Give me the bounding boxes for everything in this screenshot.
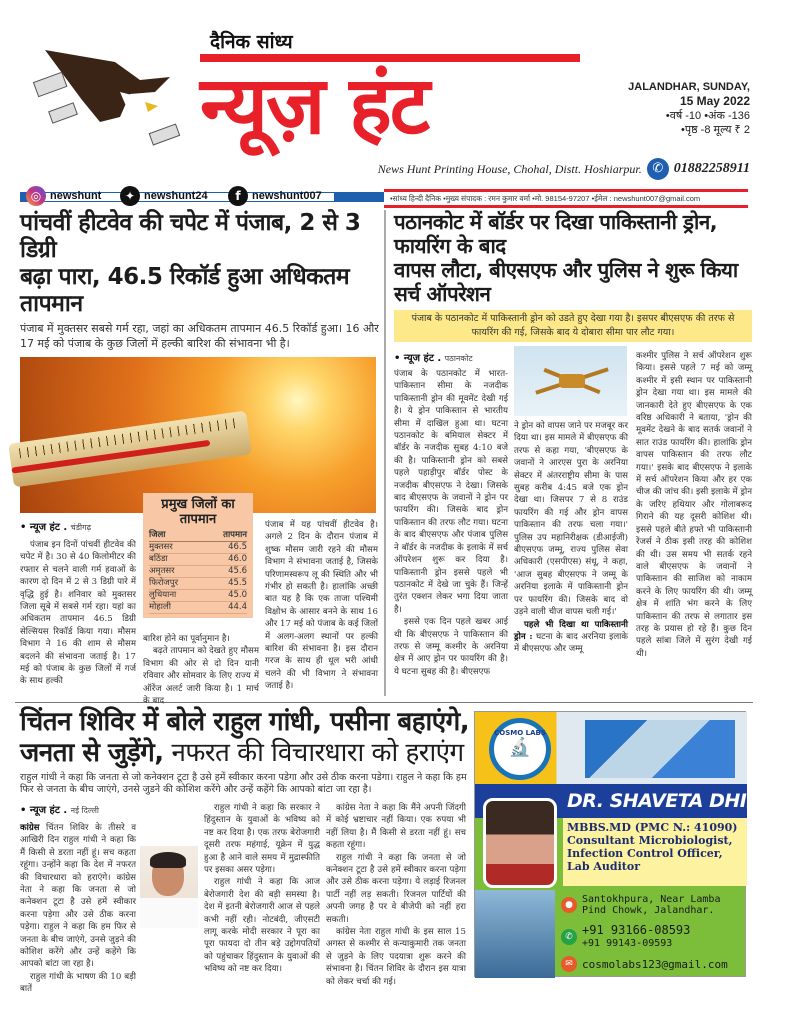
rahul-article bbox=[0, 707, 470, 1002]
section-divider bbox=[15, 702, 753, 703]
volume-issue: •वर्ष -10 •अंक -136 bbox=[665, 110, 750, 122]
table-row bbox=[149, 554, 247, 566]
rahul-gandhi-photo bbox=[140, 846, 198, 928]
editor-tagline: •सांध्य हिन्दी दैनिक •मुख्य संपादक : रमन कुमार वर्मा •मो. 98154-97207 •ईमेल : newshunt007@gmail.com bbox=[384, 189, 748, 208]
paragraph: कांग्रेस नेता ने कहा कि मैंने अपनी जिंदगी में कोई भ्रष्टाचार नहीं किया। एक रुपया भी नहीं लिया है। मैं किसी से डरता नहीं हूं। सच कहता रहूंगा। bbox=[326, 803, 466, 851]
social-bar bbox=[0, 186, 384, 206]
headline-line bbox=[20, 738, 470, 769]
drone-col-2 bbox=[514, 420, 628, 672]
byline-label: • न्यूज हंट . bbox=[20, 805, 68, 816]
drone-headline bbox=[394, 210, 752, 306]
rahul-col-1 bbox=[20, 822, 136, 1002]
district: फिरोजपुर bbox=[149, 578, 203, 590]
byline-place: पठानकोट bbox=[444, 354, 473, 363]
drone-col-3 bbox=[636, 350, 752, 672]
facebook-handle: newshunt007 bbox=[252, 190, 322, 202]
paragraph: घटना के बाद अरनिया इलाके में बीएसएफ और जम्मू bbox=[514, 631, 628, 655]
headline-line: चिंतन शिविर में बोले राहुल गांधी, पसीना बहाएंगे, bbox=[20, 707, 470, 737]
issue-date: 15 May 2022 bbox=[679, 94, 750, 108]
heatwave-image bbox=[20, 357, 376, 513]
qualification: Lab Auditor bbox=[567, 860, 640, 873]
facebook-icon: f bbox=[228, 186, 248, 206]
microscope-icon: 🔬 bbox=[508, 737, 532, 758]
email[interactable]: cosmolabs123@gmail.com bbox=[582, 957, 728, 971]
headline-line: वापस लौटा, बीएसएफ और पुलिस ने शुरू किया सर्च ऑपरेशन bbox=[394, 258, 738, 306]
cosmo-labs-logo bbox=[489, 718, 551, 780]
instagram-icon: ◎ bbox=[26, 186, 46, 206]
email-icon: ✉ bbox=[561, 956, 577, 972]
qualification: MBBS.MD (PMC N.: 41090) bbox=[567, 821, 738, 834]
district: मुक्तसर bbox=[149, 542, 203, 554]
rahul-col-2 bbox=[204, 802, 320, 1002]
masthead bbox=[0, 0, 768, 210]
table-title: प्रमुख जिलों का तापमान bbox=[161, 497, 235, 527]
district: लुधियाना bbox=[149, 590, 203, 602]
edition-info bbox=[620, 80, 750, 137]
paragraph: ने ड्रोन को वापस जाने पर मजबूर कर दिया था। इस मामले में बीएसएफ की तरफ से कहा गया, 'बीएसएफ के जवानों ने आरएस पुरा के अरनिया सेक्टर में अंतरराष्ट्रीय सीमा के पास सुबह करीब 4:45 बजे एक ड्रोन देखा था। जिसपर 7 से 8 राउंड फायरिंग की गई और ड्रोन वापस पाकिस्तान की तरफ चला गया।' पुलिस उप महानिरीक्षक (डीआईजी) बीएसएफ जम्मू, राज्य पुलिस सेवा अधिकारी (एसपीएस) संधू, ने कहा, 'आज सुबह बीएसएफ ने जम्मू के अरनिया इलाके में पाकिस्तानी ड्रोन पर फायरिंग की। जिसके बाद वो उड़ने वाली चीज वापस चली गई।' bbox=[514, 421, 628, 618]
headline-part: नफरत की विचारधारा को हराएंग bbox=[163, 738, 464, 768]
lab-image bbox=[585, 720, 735, 778]
drone-body bbox=[394, 342, 753, 677]
printing-house: News Hunt Printing House, Chohal, Distt. Hoshiarpur. bbox=[377, 161, 642, 176]
city-day: JALANDHAR, SUNDAY, bbox=[628, 81, 750, 93]
district: अमृतसर bbox=[149, 566, 203, 578]
paragraph: पंजाब इन दिनों पांचवीं हीटवेव की चपेट में है। 30 से 40 किलोमीटर की रफ्तार से चलने वाली गर्म हवाओं के कारण दो दिन में 2 से 3 डिग्री पारे में वृद्धि हुई है। शनिवार को मुक्तसर जिला सूबे में सबसे गर्म रहा। यहां का अधिकतम तापमान 46.5 डिग्री सेल्सियस रिकॉर्ड किया गया। मौसम विभाग ने 16 की शाम से मौसम बदलने की संभावना जताई है। 17 मई को पंजाब के कुछ जिलों में गर्ज के साथ हल्की bbox=[20, 540, 136, 687]
heatwave-headline bbox=[20, 210, 380, 318]
drone-article bbox=[384, 210, 768, 696]
heatwave-deck: पंजाब में मुक्तसर सबसे गर्म रहा, जहां का अधिकतम तापमान 46.5 रिकॉर्ड हुआ। 16 और 17 मई को पंजाब के कुछ जिलों में हल्की बारिश की संभावना भी है। bbox=[20, 322, 379, 350]
eagle-logo bbox=[20, 22, 170, 142]
heatwave-byline bbox=[20, 519, 91, 533]
location-pin-icon: ● bbox=[561, 897, 577, 913]
rahul-headline bbox=[20, 707, 470, 769]
paragraph: राहुल गांधी के भाषण की 10 बड़ी बातें bbox=[20, 971, 136, 995]
heatwave-col-3 bbox=[265, 519, 378, 696]
paragraph: बारिश होने का पूर्वानुमान है। bbox=[143, 634, 230, 644]
table-row bbox=[149, 602, 247, 614]
doctor-photo bbox=[483, 798, 557, 888]
rahul-deck: राहुल गांधी ने कहा कि जनता से जो कनेक्शन टूटा है उसे हमें स्वीकार करना पडेगा और उसे ठीक करना पडेगा। राहुल ने कहा कि हम फिर से जनता के बीच जाएंगे, उनसे जुडने की कोशिश करेंगे और उन्हें कहेंगे कि आपको बांटा जा रहा है। bbox=[20, 772, 467, 795]
headline-part: जनता से जुड़ेंगे, bbox=[20, 738, 164, 768]
paper-subtitle: दैनिक सांध्य bbox=[210, 31, 293, 53]
heatwave-col-1 bbox=[20, 539, 136, 696]
microscope-image bbox=[475, 890, 555, 978]
rahul-col-3 bbox=[326, 802, 466, 1002]
paragraph: इससे एक दिन पहले खबर आई थी कि बीएसएफ ने पाकिस्तान की तरफ से जम्मू कश्मीर के अरनिया क्षेत्र में आए ड्रोन पर फायरिंग की है। ये घटना सुबह की है। बीएसएफ bbox=[394, 617, 508, 677]
doctor-name: DR. SHAVETA DHIMAN bbox=[567, 790, 794, 812]
paragraph: राहुल गांधी ने कहा कि सरकार ने हिंदुस्तान के युवाओं के भविष्य को नष्ट कर दिया है। एक तरफ बेरोजगारी दूसरी तरफ महंगाई, यूक्रेन में युद्ध हुआ है आने वाले समय में मुद्रास्फीति पर इसका असर पड़ेगा। bbox=[204, 803, 320, 876]
byline-label: • न्यूज हंट . bbox=[20, 522, 68, 533]
temp: 45.5 bbox=[203, 578, 247, 590]
logo-text: COSMO LABS bbox=[494, 729, 546, 737]
paragraph: बढ़ते तापमान को देखते हुए मौसम विभाग की ओर से दो दिन यानी रविवार और सोमवार के लिए राज्य में ऑरेंज अलर्ट जारी किया है। 1 मार्च के बाद bbox=[143, 646, 259, 707]
rahul-byline bbox=[20, 802, 99, 816]
phone[interactable]: +91 99143-09593 bbox=[582, 938, 673, 949]
drone-image bbox=[514, 346, 627, 416]
headline-line: पांचवीं हीटवेव की चपेट में पंजाब, 2 से 3 डिग्री bbox=[20, 210, 361, 263]
headline-line: बढ़ा पारा, 46.5 रिकॉर्ड हुआ अधिकतम तापमान bbox=[20, 264, 350, 317]
thermometer-graphic bbox=[8, 411, 252, 488]
district: बठिंडा bbox=[149, 554, 203, 566]
table-row bbox=[149, 566, 247, 578]
cosmo-labs-advertisement[interactable] bbox=[474, 711, 794, 977]
temp: 44.4 bbox=[203, 602, 247, 614]
phone[interactable]: +91 93166-08593 bbox=[582, 923, 691, 937]
paragraph: राहुल गांधी ने कहा कि आज बेरोजगारी देश की बड़ी समस्या है। देश में इतनी बेरोजगारी आज से पहले कभी नहीं रही। नोटबंदी, जीएसटी लागू करके मोदी सरकार ने पूरा का पूरा फायदा दो तीन बड़े उद्दोगपतियों को पहुंचाकर हिंदुस्तान के युवाओं की भविष्य को नष्ट कर दिया। bbox=[204, 877, 320, 975]
table-row bbox=[149, 578, 247, 590]
district-temperature-table bbox=[143, 493, 253, 618]
headline-line: पठानकोट में बॉर्डर पर दिखा पाकिस्तानी ड्रोन, फायरिंग के बाद bbox=[394, 210, 717, 258]
heatwave-article bbox=[0, 210, 384, 707]
temp: 46.5 bbox=[203, 542, 247, 554]
lead-word: कांग्रेस bbox=[20, 823, 40, 833]
twitter-icon: ✦ bbox=[120, 186, 140, 206]
temperature-table bbox=[149, 530, 247, 614]
subhead: पहले भी दिखा था पाकिस्तानी ड्रोन : bbox=[514, 619, 628, 642]
pages-price: •पृष्ठ -8 मूल्य ₹ 2 bbox=[681, 124, 750, 136]
byline-label: • न्यूज हंट . bbox=[394, 353, 442, 364]
paragraph: राहुल गांधी ने कहा कि जनता से जो कनेक्शन टूटा है उसे हमें स्वीकार करना पड़ेगा और उसे ठीक करना पड़ेगा। ये लड़ाई रिजनल पार्टी नहीं लड़ सकती। रिजनल पार्टियों की अपनी जगह है पर वे बीजेपी को नहीं हरा सकती। bbox=[326, 852, 466, 925]
address-line: Pind Chowk, Jalandhar. bbox=[582, 905, 715, 916]
byline-place: चंडीगढ़ bbox=[70, 523, 92, 532]
contact-line bbox=[378, 158, 750, 180]
ad-email bbox=[561, 956, 728, 972]
address-line: Santokhpura, Near Lamba bbox=[582, 894, 721, 905]
ad-phones bbox=[561, 924, 690, 950]
paragraph: कश्मीर पुलिस ने सर्च ऑपरेशन शुरू किया। इससे पहले 7 मई को जम्मू कश्मीर में इसी स्थान पर पाकिस्तानी ड्रोन देखा गया था। इस मामले की जानकारी देते हुए बीएसएफ के एक वरिष्ठ अधिकारी ने बताया, 'ड्रोन की मूवमेंट देखने के बाद सतर्क जवानों ने सात राउंड फायरिंग की। हालांकि ड्रोन वापस पाकिस्तान की तरफ लौट गया।' इसके बाद बीएसएफ ने इलाके में सर्च ऑपरेशन किया और हर एक चीज की जांच की। इसी इलाके में ड्रोन के जरिए हथियार और गोलाबरूद गिराने की यह दूसरी कोशिश थी। इससे पहले बीते हफ्ते भी पाकिस्तानी रेंजर्स ने ठीक इसी तरह की कोशिश की थी। उस समय भी सतर्क रहने वाले बीएसएफ के जवानों ने पाकिस्तान की साजिश को नाकाम करने के लिए फायरिंग की थी। जम्मू क्षेत्र में शांति भंग करने के लिए पाकिस्तान की तरफ से लगातार इस तरह के प्रयास हो रहे हैं। कुछ दिन पहले सांबा जिले में सुरंग देखी गई थी। bbox=[636, 351, 753, 659]
phone-number[interactable]: 01882258911 bbox=[673, 161, 750, 176]
rahul-body bbox=[20, 802, 470, 1002]
doctor-qualifications bbox=[563, 818, 747, 886]
district: मोहाली bbox=[149, 602, 203, 614]
drone-deck: पंजाब के पठानकोट में पाकिस्तानी ड्रोन को उडते हुए देखा गया है। इसपर बीएसएफ की तरफ से फायरिंग की गई, जिसके बाद ये दोबारा सीमा पार लौट गया। bbox=[394, 310, 752, 342]
bottom-section bbox=[0, 707, 794, 1012]
heatwave-col-2 bbox=[143, 633, 259, 707]
paragraph: कांग्रेस नेता राहुल गांधी के इस साल 15 अगस्त से कश्मीर से कन्याकुमारी तक जनता से जुड़ने के लिए पदयात्रा शुरू करने की संभावना है। चिंतन शिविर के दौरान इस यात्रा को लेकर चर्चा की गई। bbox=[326, 927, 466, 987]
twitter-handle: newshunt24 bbox=[144, 190, 208, 202]
drone-col-1 bbox=[394, 368, 508, 677]
temp: 45.0 bbox=[203, 590, 247, 602]
paragraph: चिंतन शिविर के तीसरे व आखिरी दिन राहुल गांधी ने कहा कि मैं किसी से डरता नहीं हूं। सच कहता रहूंगा। उन्होंने कहा कि देश में नफरत की विचारधारा को हराएंगे। कांग्रेस नेता ने कहा कि जनता से जो कनेक्शन टूटा है उसे हमें स्वीकार करना पड़ेगा और उसे ठीक करना पड़ेगा। राहुल ने कहा कि हम फिर से जनता के बीच जाएंगे, उनसे जुड़ने की कोशिश करेंगे और उन्हें कहेंगे कि आपको बांटा जा रहा है। bbox=[20, 823, 136, 970]
table-row bbox=[149, 542, 247, 554]
temp: 45.6 bbox=[203, 566, 247, 578]
instagram-handle: newshunt bbox=[50, 190, 102, 202]
qualification: Consultant Microbiologist, bbox=[567, 834, 733, 847]
paragraph: पंजाब के पठानकोट में भारत-पाकिस्तान सीमा के नजदीक पाकिस्तानी ड्रोन की मूवमेंट देखी गई है। ये ड्रोन पाकिस्तान से भारतीय सीमा में दाखिल हुआ था। घटना पठानकोट के बमियाल सेक्टर में बॉर्डर के नजदीक सुबह 4:10 बजे की है। पाकिस्तानी ड्रोन को सबसे पहले पहाड़ीपुर बॉर्डर पोस्ट के नजदीक बीएसएफ ने देखा। जिसके बाद बीएसएफ के जवानों ने ड्रोन पर फायरिंग की। जिसके बाद ड्रोन पाकिस्तान की तरफ लौट गया। घटना के बाद बीएसएफ और पंजाब पुलिस ने बॉर्डर के नजदीक के इलाके में सर्च ऑपरेशन शुरू कर दिया है। पाकिस्तानी ड्रोन इससे पहले भी पठानकोट में देखे जा चुके हैं। जिन्हें तुरंत एक्शन लेकर भगा दिया जाता है। bbox=[394, 369, 508, 615]
whatsapp-icon: ✆ bbox=[561, 929, 577, 945]
col-header-temp: तापमान bbox=[203, 530, 247, 542]
social-facebook[interactable] bbox=[228, 186, 322, 206]
table-row bbox=[149, 590, 247, 602]
byline-place: नई दिल्ली bbox=[70, 806, 99, 815]
social-twitter[interactable] bbox=[120, 186, 208, 206]
qualification: Infection Control Officer, bbox=[567, 847, 723, 860]
social-instagram[interactable] bbox=[26, 186, 101, 206]
col-header-district: जिला bbox=[149, 530, 203, 542]
top-stories bbox=[0, 210, 768, 707]
drone-byline bbox=[394, 350, 473, 364]
temp: 46.0 bbox=[203, 554, 247, 566]
ad-address bbox=[561, 894, 720, 916]
paragraph: पंजाब में यह पांचवीं हीटवेव है। अगले 2 दिन के दौरान पंजाब में शुष्क मौसम जारी रहने की मौसम विभाग ने संभावना जताई है, जिसके परिणामस्वरूप लू की स्थिति और भी गंभीर हो सकती है। हालांकि अच्छी बात यह है कि एक ताजा पश्चिमी विक्षोभ के आसार बनने के साथ 16 और 17 मई को पंजाब के कई जिलों में अलग-अलग स्थानों पर हल्की बारिश की संभावना है। इस दौरान गरज के साथ ही धूल भरी आंधी चलने की भी विभाग ने संभावना जताई है। bbox=[265, 520, 379, 692]
paper-title: न्यूज़ हंट bbox=[200, 59, 429, 152]
phone-icon: ✆ bbox=[647, 158, 669, 180]
heatwave-body bbox=[20, 351, 380, 707]
